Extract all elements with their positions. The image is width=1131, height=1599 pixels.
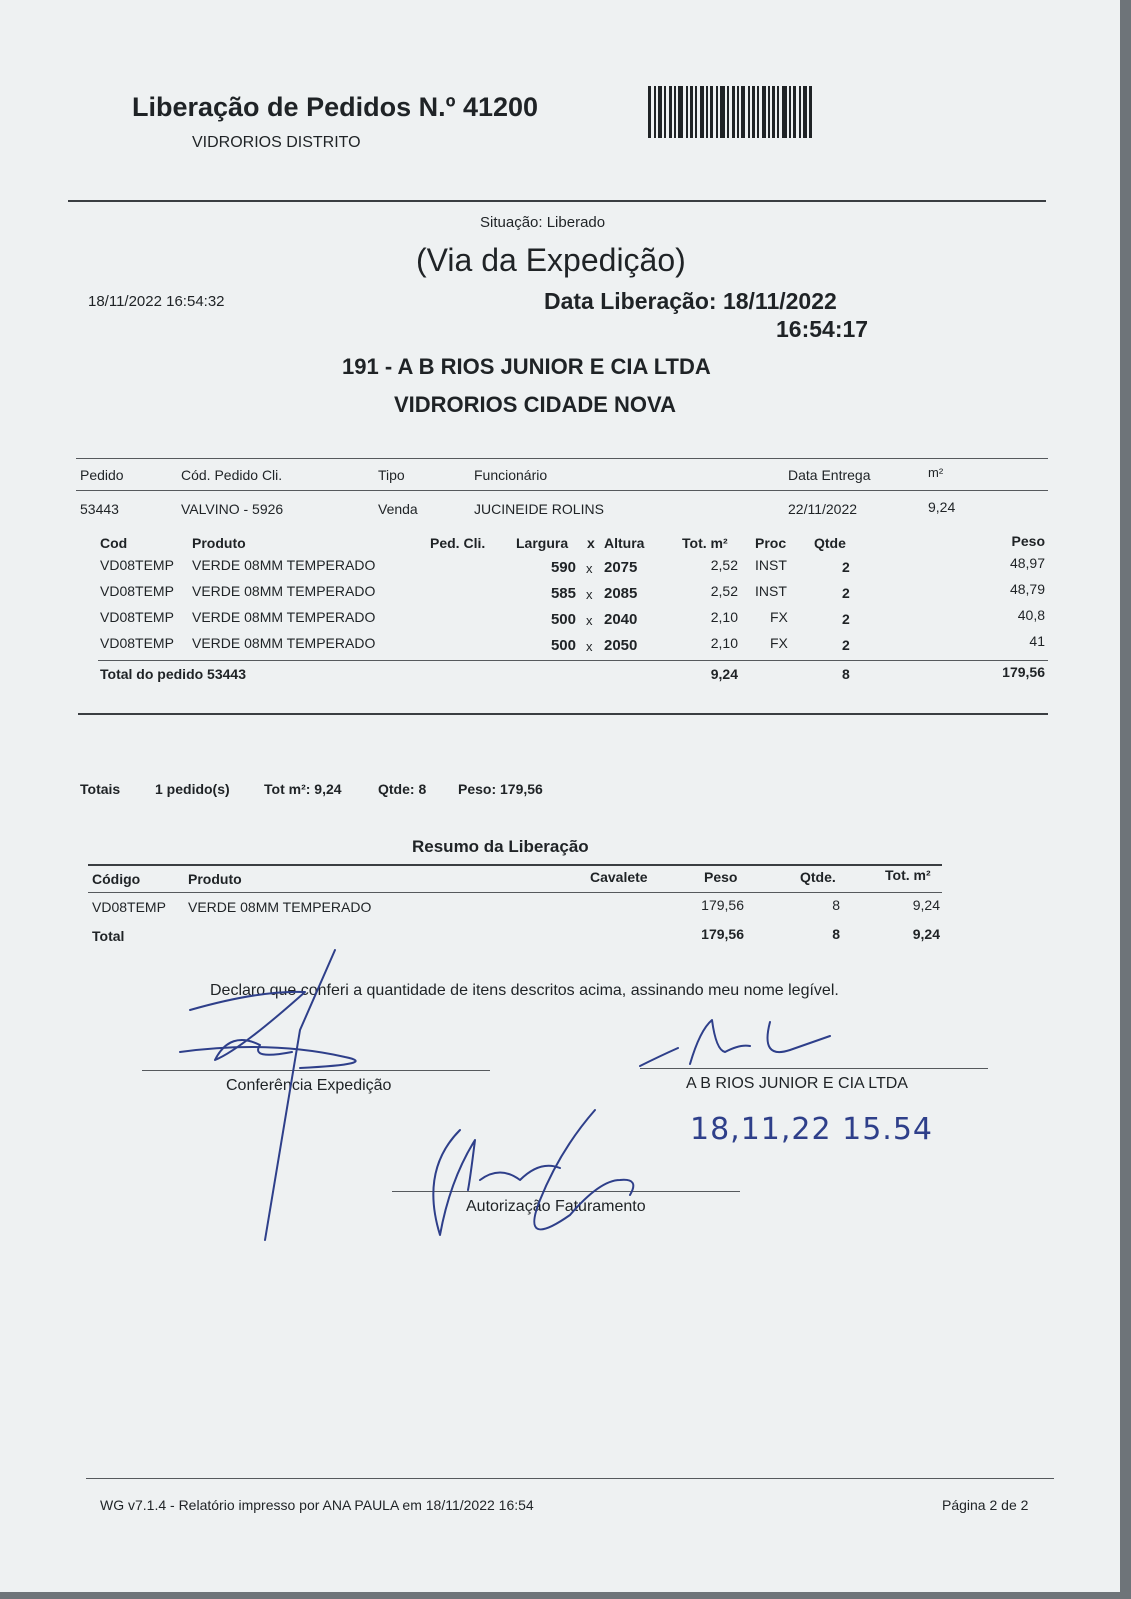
summary-col-tot-m2: Tot. m² bbox=[885, 867, 931, 883]
client-name: 191 - A B RIOS JUNIOR E CIA LTDA bbox=[342, 354, 711, 379]
order-m2: 9,24 bbox=[928, 499, 956, 515]
footer-printed-by: WG v7.1.4 - Relatório impresso por ANA PAULA em 18/11/2022 16:54 bbox=[100, 1497, 534, 1513]
item-x: x bbox=[586, 587, 593, 602]
item-qtde: 2 bbox=[842, 585, 850, 601]
order-number: 53443 bbox=[80, 501, 119, 517]
item-col-peso: Peso bbox=[1011, 533, 1045, 549]
release-time: 16:54:17 bbox=[776, 316, 869, 342]
item-proc: FX bbox=[770, 635, 788, 651]
summary-top-rule bbox=[88, 864, 942, 866]
signature-line-expedicao bbox=[142, 1070, 490, 1071]
item-x: x bbox=[586, 639, 593, 654]
order-total-label: Total do pedido 53443 bbox=[100, 666, 246, 682]
summary-total-qtde: 8 bbox=[832, 926, 840, 942]
item-largura: 500 bbox=[550, 637, 576, 654]
item-cod: VD08TEMP bbox=[100, 609, 174, 625]
order-type: Venda bbox=[378, 501, 418, 517]
print-datetime: 18/11/2022 16:54:32 bbox=[88, 293, 225, 310]
item-col-produto: Produto bbox=[192, 535, 246, 551]
item-altura: 2040 bbox=[604, 611, 638, 628]
order-total-m2: 9,24 bbox=[710, 666, 738, 682]
item-col-cod: Cod bbox=[100, 535, 128, 551]
item-produto: VERDE 08MM TEMPERADO bbox=[192, 609, 376, 625]
item-altura: 2075 bbox=[604, 559, 638, 576]
item-x: x bbox=[586, 613, 593, 628]
summary-header-rule bbox=[88, 892, 942, 893]
item-tot-m2: 2,52 bbox=[710, 583, 738, 599]
item-qtde: 2 bbox=[842, 611, 850, 627]
signature-label-faturamento: Autorização Faturamento bbox=[466, 1198, 646, 1215]
summary-total-peso: 179,56 bbox=[701, 926, 744, 942]
order-header-bottom-rule bbox=[76, 490, 1048, 491]
release-date: Data Liberação: 18/11/2022 bbox=[544, 288, 837, 314]
summary-codigo: VD08TEMP bbox=[92, 899, 166, 915]
signature-faturamento-stroke bbox=[433, 1130, 475, 1235]
totals-qtde: Qtde: 8 bbox=[378, 781, 427, 797]
summary-total-tot-m2: 9,24 bbox=[912, 926, 940, 942]
status-label: Situação: Liberado bbox=[480, 214, 606, 231]
item-tot-m2: 2,52 bbox=[710, 557, 738, 573]
signature-cliente-stroke bbox=[640, 1020, 830, 1066]
item-cod: VD08TEMP bbox=[100, 635, 174, 651]
totals-m2: Tot m²: 9,24 bbox=[264, 781, 342, 797]
declaration-text: Declaro que conferi a quantidade de itens descritos acima, assinando meu nome legível. bbox=[210, 982, 839, 999]
item-col-altura: Altura bbox=[604, 535, 645, 551]
col-m2: m² bbox=[928, 465, 944, 480]
order-total-peso: 179,56 bbox=[1002, 664, 1045, 680]
item-col-tot-m2: Tot. m² bbox=[682, 535, 728, 551]
item-tot-m2: 2,10 bbox=[710, 635, 738, 651]
footer-page-number: Página 2 de 2 bbox=[942, 1497, 1029, 1513]
employee-name: JUCINEIDE ROLINS bbox=[474, 501, 604, 517]
item-col-largura: Largura bbox=[516, 535, 569, 551]
item-produto: VERDE 08MM TEMPERADO bbox=[192, 635, 376, 651]
item-proc: INST bbox=[755, 583, 787, 599]
item-col-x: x bbox=[587, 535, 595, 551]
footer-rule bbox=[86, 1478, 1054, 1479]
item-produto: VERDE 08MM TEMPERADO bbox=[192, 557, 376, 573]
client-order-code: VALVINO - 5926 bbox=[181, 501, 284, 517]
signature-label-expedicao: Conferência Expedição bbox=[226, 1077, 392, 1094]
item-peso: 41 bbox=[1029, 633, 1045, 649]
item-cod: VD08TEMP bbox=[100, 583, 174, 599]
summary-total-label: Total bbox=[92, 928, 125, 944]
summary-col-codigo: Código bbox=[92, 871, 141, 887]
item-produto: VERDE 08MM TEMPERADO bbox=[192, 583, 376, 599]
col-cod-pedido-cli: Cód. Pedido Cli. bbox=[181, 467, 283, 483]
document-title: Liberação de Pedidos N.º 41200 bbox=[132, 92, 539, 122]
order-header-top-rule bbox=[76, 458, 1048, 459]
totals-pedidos: 1 pedido(s) bbox=[155, 781, 230, 797]
item-col-qtde: Qtde bbox=[814, 535, 846, 551]
summary-col-peso: Peso bbox=[704, 869, 738, 885]
items-bottom-rule bbox=[78, 713, 1048, 715]
signature-line-faturamento bbox=[392, 1191, 740, 1192]
item-altura: 2085 bbox=[604, 585, 638, 602]
item-qtde: 2 bbox=[842, 559, 850, 575]
col-funcionario: Funcionário bbox=[474, 467, 548, 483]
item-largura: 590 bbox=[550, 559, 576, 576]
col-pedido: Pedido bbox=[80, 467, 124, 483]
handwritten-date: 18,11,22 15.54 bbox=[690, 1112, 934, 1147]
via-label: (Via da Expedição) bbox=[416, 242, 686, 278]
item-largura: 585 bbox=[550, 585, 576, 602]
summary-tot-m2: 9,24 bbox=[912, 897, 940, 913]
item-peso: 48,79 bbox=[1009, 581, 1045, 597]
signature-faturamento-stroke bbox=[480, 1166, 560, 1180]
company-name: VIDRORIOS DISTRITO bbox=[192, 134, 361, 151]
item-altura: 2050 bbox=[604, 637, 638, 654]
col-tipo: Tipo bbox=[378, 467, 405, 483]
item-peso: 40,8 bbox=[1017, 607, 1045, 623]
summary-qtde: 8 bbox=[832, 897, 840, 913]
item-peso: 48,97 bbox=[1009, 555, 1045, 571]
item-qtde: 2 bbox=[842, 637, 850, 653]
summary-title: Resumo da Liberação bbox=[412, 837, 589, 856]
totals-label: Totais bbox=[80, 781, 121, 797]
item-cod: VD08TEMP bbox=[100, 557, 174, 573]
header-divider bbox=[68, 200, 1046, 202]
summary-col-qtde: Qtde. bbox=[800, 869, 836, 885]
item-proc: FX bbox=[770, 609, 788, 625]
order-total-qtde: 8 bbox=[842, 666, 850, 682]
item-proc: INST bbox=[755, 557, 787, 573]
item-x: x bbox=[586, 561, 593, 576]
delivery-date: 22/11/2022 bbox=[788, 501, 858, 517]
item-tot-m2: 2,10 bbox=[710, 609, 738, 625]
signature-line-cliente bbox=[640, 1068, 988, 1069]
summary-peso: 179,56 bbox=[701, 897, 744, 913]
col-data-entrega: Data Entrega bbox=[788, 467, 871, 483]
totals-peso: Peso: 179,56 bbox=[458, 781, 543, 797]
signature-expedicao-stroke bbox=[180, 1047, 356, 1068]
item-col-ped-cli: Ped. Cli. bbox=[430, 535, 486, 551]
summary-col-produto: Produto bbox=[188, 871, 242, 887]
item-largura: 500 bbox=[550, 611, 576, 628]
summary-col-cavalete: Cavalete bbox=[590, 869, 648, 885]
client-branch: VIDRORIOS CIDADE NOVA bbox=[394, 392, 676, 417]
summary-produto: VERDE 08MM TEMPERADO bbox=[188, 899, 372, 915]
signature-label-cliente: A B RIOS JUNIOR E CIA LTDA bbox=[686, 1075, 908, 1092]
item-col-proc: Proc bbox=[755, 535, 787, 551]
items-total-rule bbox=[98, 660, 1048, 661]
barcode bbox=[648, 86, 822, 138]
signature-expedicao-stroke bbox=[190, 992, 305, 1060]
